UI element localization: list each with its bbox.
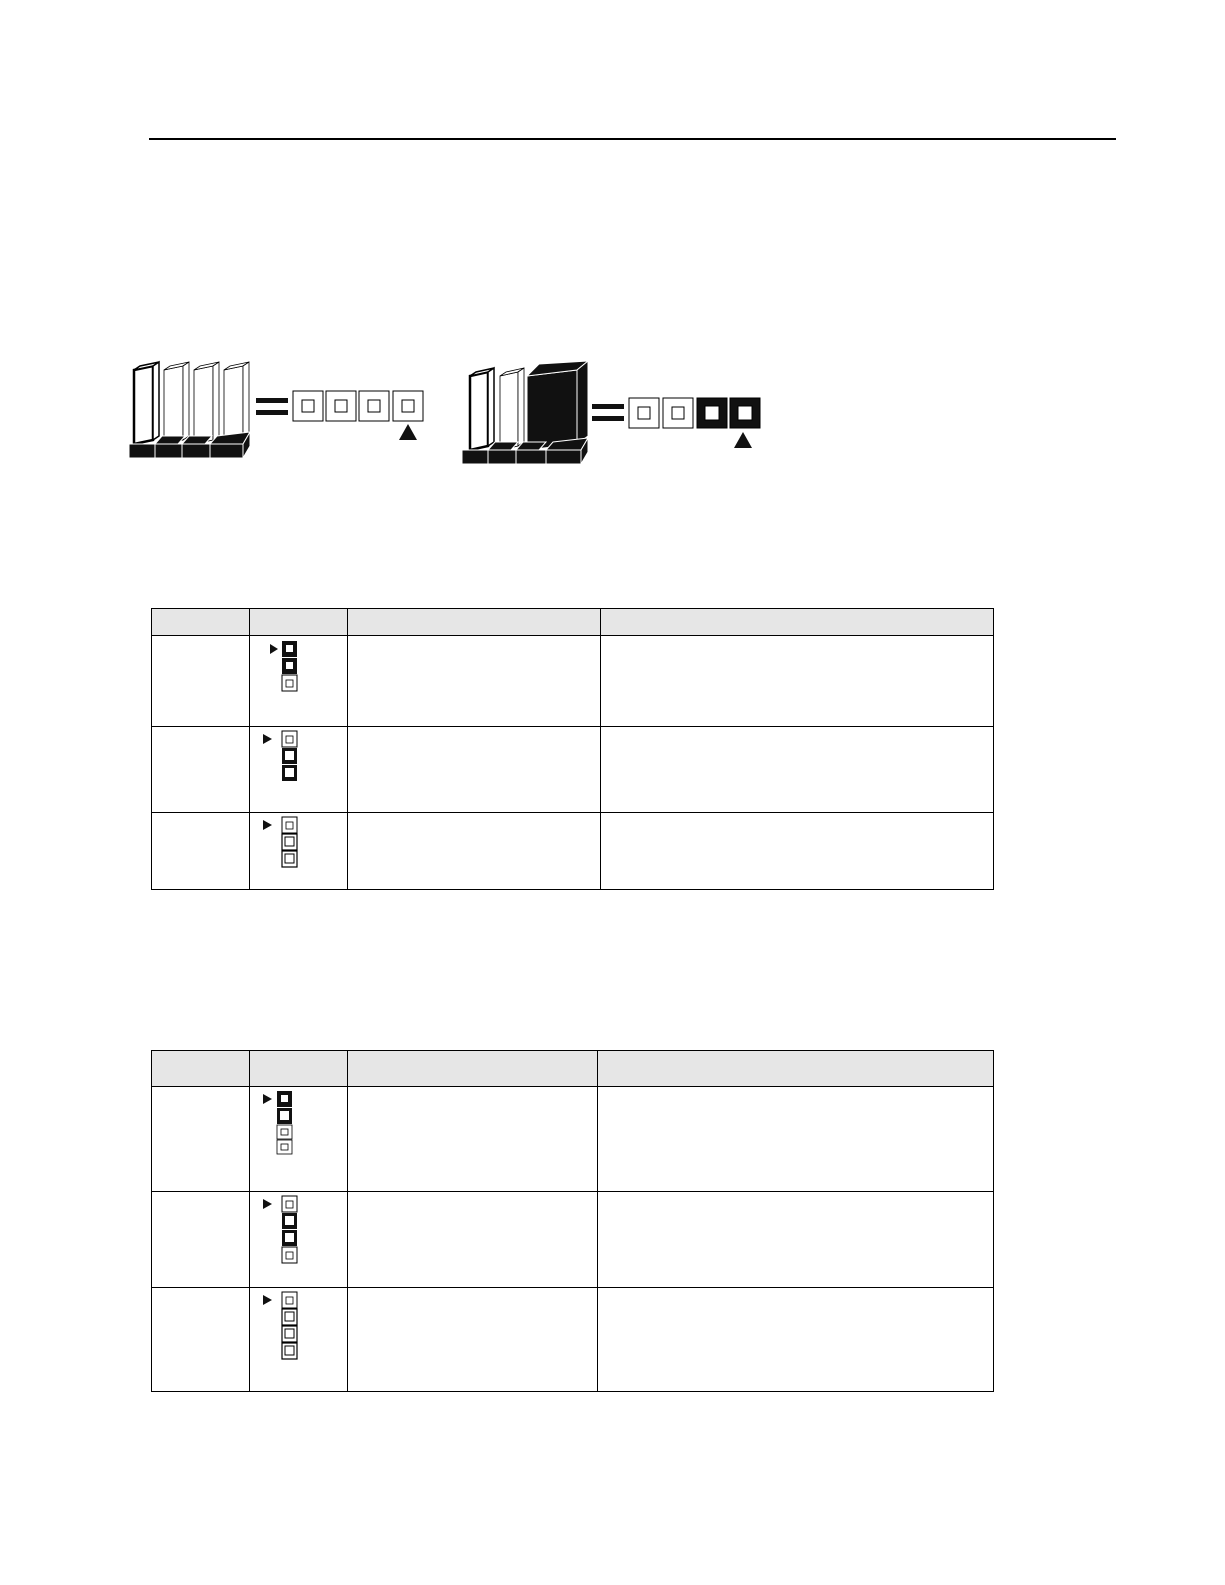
table-cell <box>601 727 994 813</box>
pin-row-schematic-left <box>293 391 423 421</box>
setting-cell <box>152 727 250 813</box>
pin-diagram-cell <box>250 727 348 813</box>
jumper-table-1 <box>151 608 994 890</box>
table-cell <box>348 813 601 890</box>
setting-cell <box>152 1087 250 1192</box>
jumper-pins-icon <box>250 636 347 721</box>
table-cell <box>601 813 994 890</box>
jumper-pins-icon <box>250 1192 347 1282</box>
setting-cell <box>152 1192 250 1288</box>
table-row <box>152 636 994 727</box>
column-header <box>348 1051 598 1087</box>
jumper-pins-icon <box>250 813 347 884</box>
table-row <box>152 1192 994 1288</box>
table-cell <box>598 1288 994 1392</box>
column-header <box>250 1051 348 1087</box>
jumper-pin-stand-right <box>470 368 524 450</box>
table-cell <box>598 1192 994 1288</box>
table-cell <box>348 1192 598 1288</box>
table-cell <box>348 727 601 813</box>
jumper-pin-stand-left <box>134 362 249 444</box>
column-header <box>250 609 348 636</box>
setting-cell <box>152 1288 250 1392</box>
pin1-marker-icon <box>399 424 417 440</box>
table-cell <box>601 636 994 727</box>
jumper-cap <box>527 361 588 450</box>
column-header <box>601 609 994 636</box>
pin-diagram-cell <box>250 1087 348 1192</box>
pin-diagram-cell <box>250 1192 348 1288</box>
table-row <box>152 1288 994 1392</box>
pin-diagram-cell <box>250 636 348 727</box>
pin-diagram-cell <box>250 1288 348 1392</box>
table-header-row <box>152 1051 994 1087</box>
table-cell <box>598 1087 994 1192</box>
jumper-pins-icon <box>250 1087 347 1186</box>
table-cell <box>348 1087 598 1192</box>
table-row <box>152 727 994 813</box>
equals-icon <box>256 398 288 415</box>
jumper-pins-icon <box>250 727 347 807</box>
setting-cell <box>152 636 250 727</box>
column-header <box>348 609 601 636</box>
column-header <box>598 1051 994 1087</box>
jumper-pins-icon <box>250 1288 347 1386</box>
pin-diagram-cell <box>250 813 348 890</box>
jumper-closed-example <box>462 361 760 464</box>
jumper-illustrations <box>0 0 1225 520</box>
column-header <box>152 1051 250 1087</box>
table-header-row <box>152 609 994 636</box>
table-row <box>152 813 994 890</box>
table-cell <box>348 636 601 727</box>
jumper-open-example <box>129 362 423 458</box>
table-row <box>152 1087 994 1192</box>
equals-icon <box>592 404 624 421</box>
column-header <box>152 609 250 636</box>
table-cell <box>348 1288 598 1392</box>
pin-row-schematic-right <box>629 398 760 428</box>
pin1-marker-icon <box>734 432 752 448</box>
jumper-table-2 <box>151 1050 994 1392</box>
setting-cell <box>152 813 250 890</box>
